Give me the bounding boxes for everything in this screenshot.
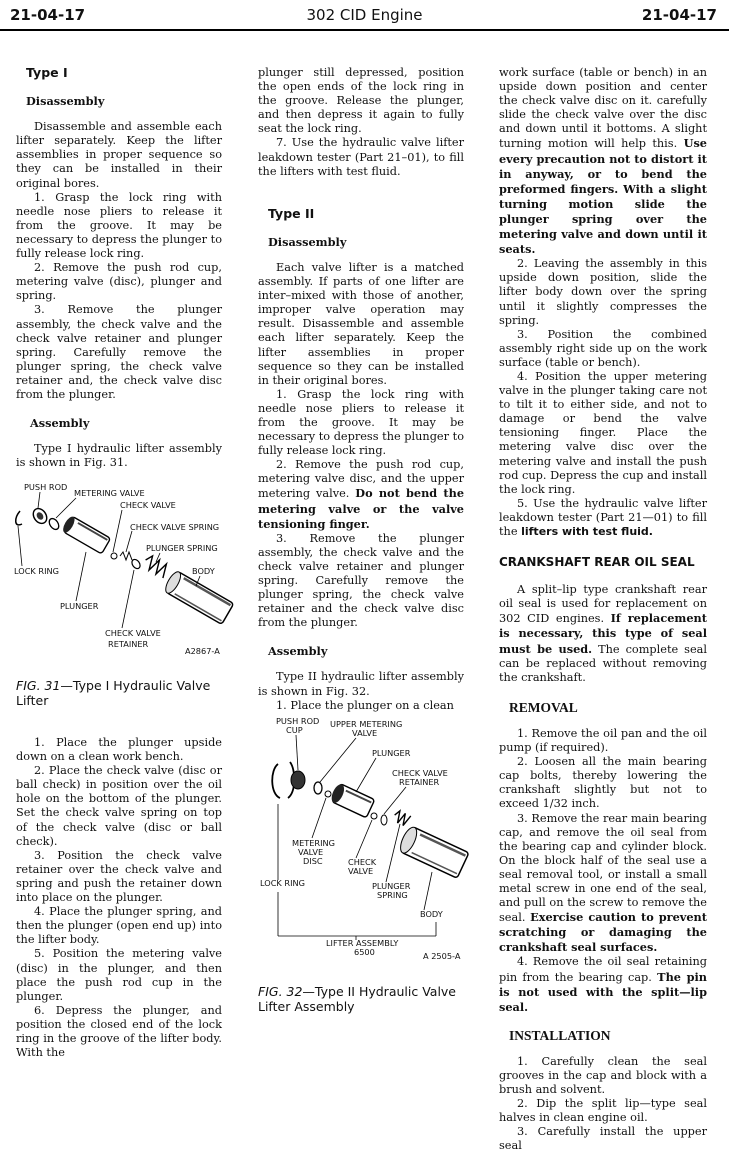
step-text: 2. Remove the push rod cup, metering valve disc, and the upper metering valve. bbox=[258, 458, 464, 501]
paragraph bbox=[258, 458, 464, 531]
crankshaft-heading: CRANKSHAFT REAR OIL SEAL bbox=[499, 555, 695, 570]
step: 4. Place the plunger spring, and then the plunger (open end up) into the lifter body. bbox=[16, 905, 222, 947]
paragraph: 2. Leaving the assembly in this upside down position, slide the lifter body down over the spring until it slightly compresses the spring. bbox=[499, 257, 707, 327]
fig32-label: VALVE bbox=[298, 847, 324, 857]
body-text: A split–lip type crankshaft rear oil seal is used for replacement on 302 CID engines. bbox=[499, 583, 707, 626]
fig31-label: CHECK VALVE SPRING bbox=[130, 522, 220, 532]
paragraph: 3. Remove the plunger assembly, the check valve and the check valve retainer and plunger spring. Carefully remove the plunger spring, the check valve retainer and, the check valve disc from the plunger. bbox=[16, 303, 222, 401]
fig32-label: PLUNGER bbox=[372, 748, 411, 758]
fig32-label: CUP bbox=[286, 725, 303, 735]
figure-number: FIG. 32 bbox=[258, 984, 303, 999]
fig31-label: CHECK VALVE bbox=[105, 628, 161, 638]
paragraph bbox=[499, 583, 707, 685]
fig32-label: VALVE bbox=[352, 728, 378, 738]
fig32-label: VALVE bbox=[348, 866, 374, 876]
fig32-label: UPPER METERING bbox=[330, 719, 403, 729]
fig32-label: CHECK VALVE bbox=[392, 768, 448, 778]
column-2 bbox=[258, 66, 464, 713]
step-text: 5. Use the hydraulic valve lifter leakdown tester (Part 21—01) to fill the bbox=[499, 496, 707, 538]
fig32-label: BODY bbox=[420, 909, 443, 919]
warning-text: If replacement is necessary, this type of seal must be used. bbox=[499, 611, 707, 656]
fig31-label: PLUNGER SPRING bbox=[146, 543, 218, 553]
fig31-code: A2867-A bbox=[185, 646, 220, 656]
fig32-label: CHECK bbox=[348, 857, 377, 867]
fig32-label: LOCK RING bbox=[260, 878, 305, 888]
paragraph bbox=[499, 955, 707, 1014]
assembly-heading: Assembly bbox=[30, 416, 90, 431]
paragraph: 2. Remove the push rod cup, metering valve (disc), plunger and spring. bbox=[16, 261, 222, 303]
warning-text: Use every precaution not to distort it in anyway, or to bend the preformed fingers. With a slight turning motion slide the plunger spring over the metering valve and down until it seats. bbox=[499, 136, 707, 257]
fig32-label: METERING bbox=[292, 838, 335, 848]
paragraph: 2. Dip the split lip—type seal halves in clean engine oil. bbox=[499, 1097, 707, 1125]
warning-text: The pin is not used with the split—lip seal. bbox=[499, 969, 708, 1014]
header-rule bbox=[0, 29, 729, 31]
page-title: 302 CID Engine bbox=[306, 6, 423, 24]
figure-31-diagram bbox=[10, 478, 235, 658]
paragraph: 3. Remove the plunger assembly, the check valve and the check valve retainer and plunger spring. Carefully remove the plunger spring, the check valve retainer and the check valve disc from the plunger. bbox=[258, 531, 464, 630]
fig32-label: SPRING bbox=[377, 890, 408, 900]
column-1 bbox=[16, 66, 222, 470]
fig32-label: PLUNGER bbox=[372, 881, 411, 891]
caption-text: —Type I Hydraulic Valve Lifter bbox=[16, 678, 211, 708]
step-text: 4. Remove the oil seal retaining pin from the bearing cap. bbox=[499, 955, 707, 984]
figure-number: FIG. 31 bbox=[16, 678, 61, 693]
assembly-heading: Assembly bbox=[268, 644, 328, 659]
paragraph: 1. Remove the oil pan and the oil pump (if required). bbox=[499, 726, 707, 755]
fig32-label: LIFTER ASSEMBLY bbox=[326, 938, 399, 948]
paragraph: 7. Use the hydraulic valve lifter leakdown tester (Part 21–01), to fill the lifters with test fluid. bbox=[258, 136, 464, 178]
step-text: work surface (table or bench) in an upside down position and center the check valve disc on it. carefully slide the check valve over the disc and down until it bottoms. A slight turning motion will help this. bbox=[499, 66, 707, 151]
type1-heading: Type I bbox=[26, 65, 68, 80]
paragraph bbox=[499, 66, 707, 257]
paragraph: Each valve lifter is a matched assembly. If parts of one lifter are inter–mixed with those of another, improper valve operation may result. Disassemble and assemble each lifter separately. Keep the lifter assemblies in proper sequence so they can be installed in their original bores. bbox=[258, 260, 464, 387]
disassembly-heading: Disassembly bbox=[268, 234, 347, 249]
fig32-label: PUSH ROD bbox=[276, 716, 320, 726]
figure-32-caption bbox=[258, 984, 468, 1014]
paragraph: 1. Carefully clean the seal grooves in the cap and block with a brush and solvent. bbox=[499, 1054, 707, 1097]
paragraph: 2. Loosen all the main bearing cap bolts, thereby lowering the crankshaft slightly but not to exceed 1/32 inch. bbox=[499, 755, 707, 811]
step: 1. Place the plunger upside down on a clean work bench. bbox=[16, 736, 222, 764]
step: 3. Position the check valve retainer over the check valve and spring and push the retainer down into place on the plunger. bbox=[16, 848, 222, 905]
paragraph: Type II hydraulic lifter assembly is shown in Fig. 32. bbox=[258, 670, 464, 698]
warning-text: Exercise caution to prevent scratching or damaging the crankshaft seal surfaces. bbox=[499, 910, 707, 955]
paragraph bbox=[499, 497, 707, 539]
paragraph: 1. Place the plunger on a clean bbox=[276, 698, 454, 712]
removal-heading: REMOVAL bbox=[509, 699, 578, 715]
paragraph: 1. Grasp the lock ring with needle nose pliers to release it from the groove. It may be necessary to depress the plunger to fully release lock ring. bbox=[258, 387, 464, 458]
installation-heading: INSTALLATION bbox=[509, 1027, 611, 1043]
disassembly-heading: Disassembly bbox=[26, 94, 105, 109]
paragraph: plunger still depressed, position the open ends of the lock ring in the groove. Release the plunger, and then depress it again to fully seat the lock ring. bbox=[258, 66, 464, 136]
caption-text: —Type II Hydraulic Valve Lifter Assembly bbox=[258, 984, 456, 1014]
step: 5. Position the metering valve (disc) in the plunger, and then place the push rod cup in the plunger. bbox=[16, 947, 222, 1003]
paragraph: Disassemble and assemble each lifter separately. Keep the lifter assemblies in proper sequence so they can be installed in their original bores. bbox=[16, 120, 222, 190]
paragraph: 4. Position the upper metering valve in the plunger taking care not to tilt it to either side, and not to damage or bend the valve tensioning finger. Place the metering valve disc over the metering valve and install the push rod cup. Depress the cup and install the lock ring. bbox=[499, 369, 707, 496]
column-3 bbox=[499, 66, 707, 1154]
paragraph: 1. Grasp the lock ring with needle nose pliers to release it from the groove. It may be necessary to depress the plunger to fully release lock ring. bbox=[16, 190, 222, 261]
fig32-label: RETAINER bbox=[399, 777, 440, 787]
fig31-label: PUSH ROD bbox=[24, 482, 68, 492]
fig32-code: A 2505-A bbox=[423, 951, 461, 961]
page-number-left: 21-04-17 bbox=[10, 6, 86, 24]
fig32-label: DISC bbox=[303, 856, 323, 866]
step: 2. Place the check valve (disc or ball check) in position over the oil hole on the bottom of the plunger. Set the check valve spring on top of the check valve (disc or ball check). bbox=[16, 764, 222, 848]
fig31-label: METERING VALVE bbox=[74, 488, 145, 498]
paragraph: Type I hydraulic lifter assembly is shown in Fig. 31. bbox=[16, 442, 222, 470]
step-text: 3. Remove the rear main bearing cap, and remove the oil seal from the bearing cap and cylinder block. On the block half of the seal use a seal removal tool, or install a small metal screw in one end of the seal, and pull on the screw to remove the seal. bbox=[499, 811, 707, 925]
fig31-label: RETAINER bbox=[108, 639, 149, 649]
fig31-label: PLUNGER bbox=[60, 601, 99, 611]
fig31-label: LOCK RING bbox=[14, 566, 59, 576]
paragraph: 3. Position the combined assembly right side up on the work surface (table or bench). bbox=[499, 327, 707, 369]
column-1-steps bbox=[16, 736, 222, 1060]
figure-31-caption bbox=[16, 678, 226, 708]
fig31-label: CHECK VALVE bbox=[120, 500, 176, 510]
type2-heading: Type II bbox=[268, 205, 315, 221]
paragraph bbox=[499, 812, 707, 956]
step: 6. Depress the plunger, and position the closed end of the lock ring in the groove of the lifter body. With the bbox=[16, 1003, 222, 1060]
warning-text: Do not bend the metering valve or the valve tensioning finger. bbox=[258, 486, 465, 531]
fig32-label: 6500 bbox=[354, 947, 375, 957]
page-number-right: 21-04-17 bbox=[641, 6, 717, 24]
fig31-label: BODY bbox=[192, 566, 215, 576]
figure-32-diagram bbox=[256, 712, 471, 968]
emphasis-text: lifters with test fluid. bbox=[521, 525, 653, 538]
paragraph: 3. Carefully install the upper seal bbox=[499, 1125, 707, 1153]
body-text: The complete seal can be replaced without removing the crankshaft. bbox=[499, 642, 707, 684]
